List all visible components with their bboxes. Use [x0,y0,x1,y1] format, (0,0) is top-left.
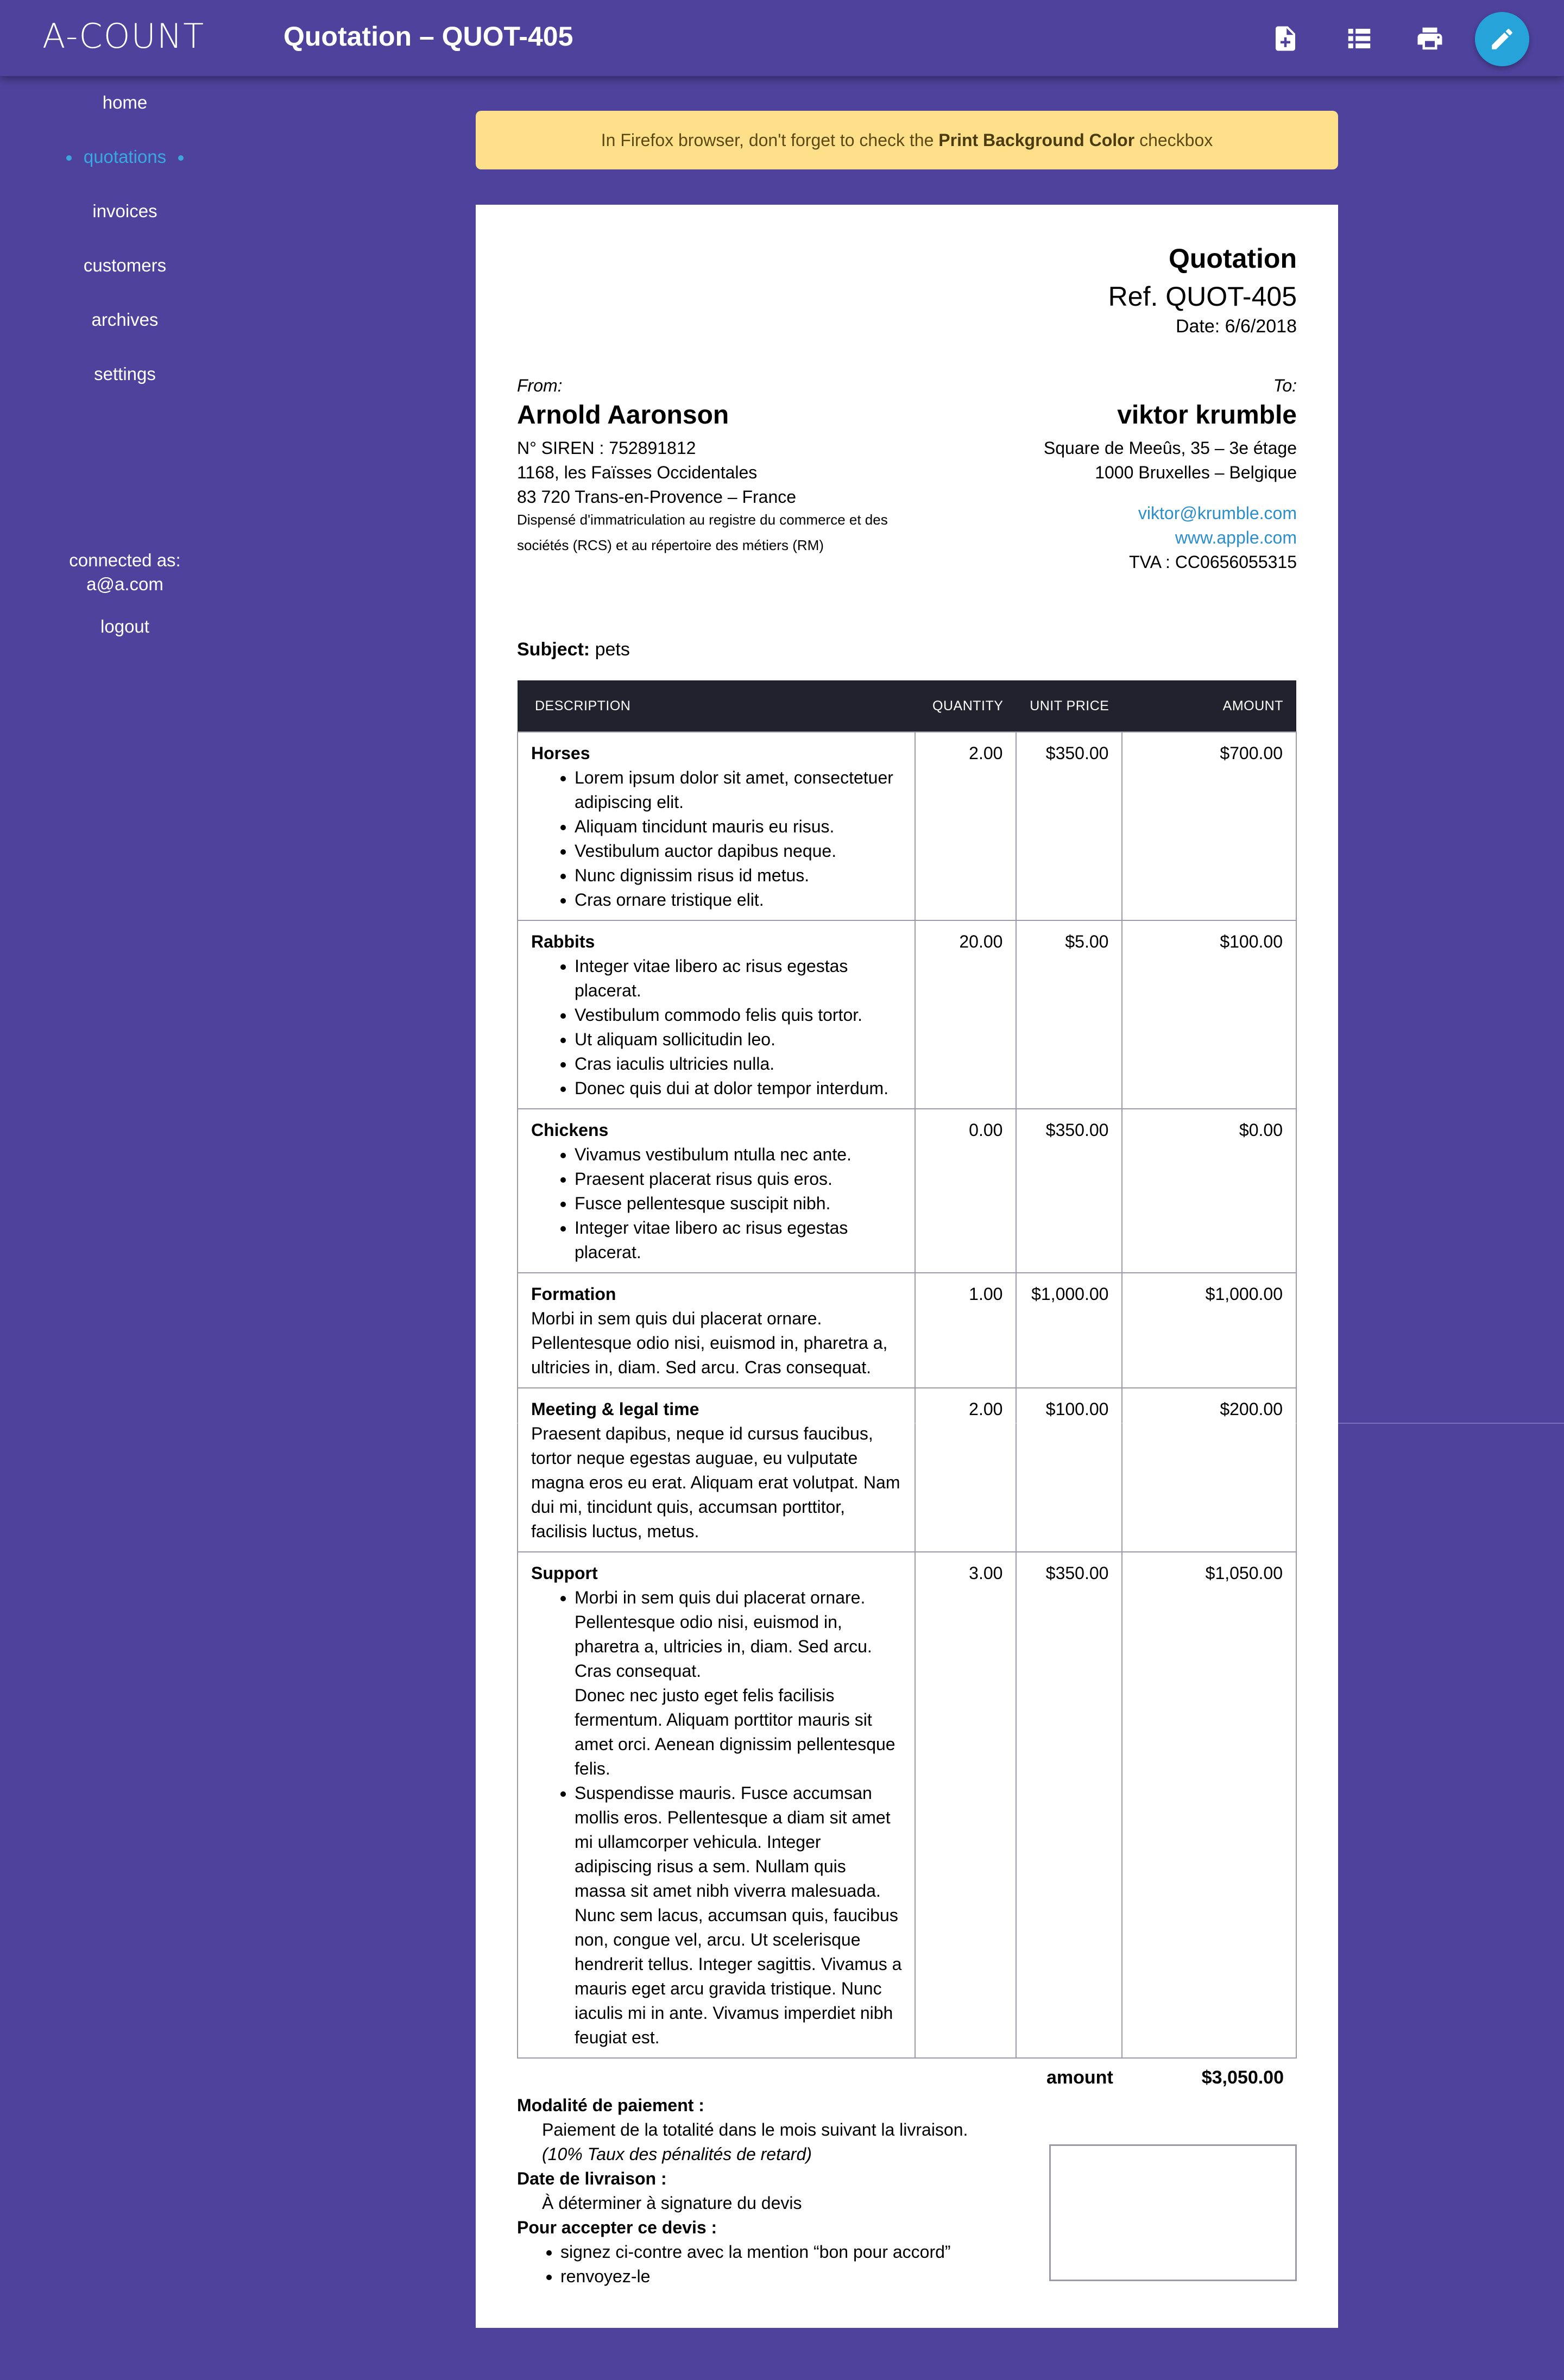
subject-label: Subject: [517,639,590,660]
item-unit-price: $5.00 [1016,920,1122,1109]
item-unit-price: $350.00 [1016,732,1122,920]
from-address-1: 1168, les Faïsses Occidentales [517,463,758,482]
to-vat: TVA : CC0656055315 [1129,552,1297,572]
from-address-2: 83 720 Trans-en-Provence – France [517,487,797,507]
to-website-link[interactable]: www.apple.com [1175,528,1297,547]
item-description [518,732,915,920]
item-name: Rabbits [531,932,595,951]
print-icon[interactable] [1415,24,1445,53]
table-row [518,1552,1296,2058]
edit-button[interactable] [1475,12,1529,66]
total-label: amount [1046,2067,1113,2088]
item-unit-price: $1,000.00 [1016,1273,1122,1388]
accept-label: Pour accepter ce devis : [517,2218,717,2237]
list-item: • Vestibulum auctor dapibus neque. [575,839,901,863]
item-name: Support [531,1563,598,1583]
to-label: To: [1273,376,1297,395]
quotation-date: Date: 6/6/2018 [1175,316,1297,337]
list-icon[interactable] [1345,24,1374,53]
item-text: Morbi in sem quis dui placerat ornare. Pellentesque odio nisi, euismod in, pharetra a, ultricies in, diam. Sed arcu. Cras consequat. [531,1309,888,1377]
payment-penalty: (10% Taux des pénalités de retard) [542,2144,812,2164]
item-unit-price: $350.00 [1016,1552,1122,2058]
header-unit-price: UNIT PRICE [1016,680,1122,732]
quotation-document [476,205,1338,2328]
payment-label: Modalité de paiement : [517,2095,704,2115]
item-name: Meeting & legal time [531,1399,699,1419]
from-siren: N° SIREN : 752891812 [517,438,696,458]
item-quantity: 2.00 [915,1388,1016,1552]
table-row [518,1109,1296,1273]
list-item: • Fusce pellentesque suscipit nibh. [575,1191,901,1216]
from-name: Arnold Aaronson [517,401,729,430]
item-quantity: 2.00 [915,732,1016,920]
list-item: • Suspendisse mauris. Fusce accumsan mollis eros. Pellentesque a diam sit amet mi ullamcorper vehicula. Integer adipiscing risus a sem. Nullam quis massa sit amet nibh viverra malesuada. Nunc sem lacus, accumsan quis, faucibus non, congue vel, arcu. Ut scelerisque hendrerit tellus. Integer sagittis. Vivamus a mauris eget arcu gravida tristique. Nunc iaculis mi in ante. Vivamus imperdiet nibh feugiat est. [575,1781,901,2050]
item-amount: $1,050.00 [1122,1552,1296,2058]
sidebar-item-quotations[interactable] [0,147,250,167]
table-row [518,1273,1296,1388]
brand-logo[interactable]: A-COUNT [42,16,205,56]
list-item: • renvoyez-le [560,2264,1017,2289]
items-table [517,680,1297,2059]
sidebar-item-customers[interactable]: customers [83,255,167,275]
page-fold-line [476,1423,1564,1424]
item-amount: $200.00 [1122,1388,1296,1552]
item-amount: $100.00 [1122,920,1296,1109]
subject-line [517,639,630,660]
sidebar-item-invoices[interactable]: invoices [92,201,157,221]
connected-user: a@a.com [86,574,163,594]
header-description: DESCRIPTION [518,680,915,732]
item-text: Praesent dapibus, neque id cursus faucibus, tortor neque egestas auguae, eu vulputate magna eros eu erat. Aliquam erat volutpat. Nam dui mi, tincidunt quis, accumsan porttitor, facilisis luctus, metus. [531,1424,900,1541]
sidebar-item-home[interactable]: home [102,92,148,112]
item-description [518,1273,915,1388]
item-description [518,1109,915,1273]
header-amount: AMOUNT [1122,680,1296,732]
list-item: • Cras ornare tristique elit. [575,888,901,912]
payment-terms [517,2093,1017,2289]
active-dot-right [178,155,184,161]
list-item: • Nunc dignissim risus id metus. [575,863,901,888]
item-bullets [531,1586,901,2050]
item-name: Chickens [531,1120,609,1140]
delivery-text: À déterminer à signature du devis [542,2193,802,2213]
item-name: Formation [531,1284,616,1304]
logout-link[interactable]: logout [100,616,149,636]
banner-text: In Firefox browser, don't forget to check the [601,130,939,150]
list-item: • Lorem ipsum dolor sit amet, consectetuer adipiscing elit. [575,766,901,815]
table-row [518,920,1296,1109]
item-quantity: 20.00 [915,920,1016,1109]
to-email-link[interactable]: viktor@krumble.com [1138,503,1297,523]
connected-as-label: connected as: [69,550,181,570]
new-document-icon[interactable] [1271,24,1300,53]
item-description [518,1552,915,2058]
list-item: • Integer vitae libero ac risus egestas placerat. [575,1216,901,1265]
page-title: Quotation – QUOT-405 [283,21,573,52]
quotation-heading: Quotation [1168,243,1297,274]
delivery-label: Date de livraison : [517,2169,667,2188]
firefox-print-banner [476,111,1338,169]
table-row [518,732,1296,920]
banner-text-end: checkbox [1134,130,1213,150]
header-quantity: QUANTITY [915,680,1016,732]
to-address-1: Square de Meeûs, 35 – 3e étage [1043,438,1297,458]
table-row [518,1388,1296,1552]
item-bullets [531,954,901,1101]
list-item: • Ut aliquam sollicitudin leo. [575,1027,901,1052]
sidebar-item-label: quotations [83,147,167,167]
item-amount: $1,000.00 [1122,1273,1296,1388]
subject-value: pets [595,639,630,660]
list-item: • Cras iaculis ultricies nulla. [575,1052,901,1076]
from-label: From: [517,376,563,395]
item-unit-price: $350.00 [1016,1109,1122,1273]
sidebar-item-settings[interactable]: settings [94,364,156,384]
list-item: • Morbi in sem quis dui placerat ornare. Pellentesque odio nisi, euismod in, pharetra a, ultricies in, diam. Sed arcu. Cras consequat. Donec nec justo eget felis facilisis fermentum. Aliquam porttitor mauris sit amet orci. Aenean dignissim pellentesque felis. [575,1586,901,1781]
total-value: $3,050.00 [1201,2067,1284,2088]
table-header-row [518,680,1296,732]
item-quantity: 3.00 [915,1552,1016,2058]
item-bullets [531,766,901,912]
list-item: • Integer vitae libero ac risus egestas placerat. [575,954,901,1003]
banner-bold-text: Print Background Color [938,130,1135,150]
edit-pencil-icon [1489,26,1516,53]
item-quantity: 0.00 [915,1109,1016,1273]
list-item: • Vestibulum commodo felis quis tortor. [575,1003,901,1027]
item-amount: $0.00 [1122,1109,1296,1273]
sidebar-item-archives[interactable]: archives [91,310,159,330]
to-name: viktor krumble [1117,401,1297,430]
list-item: • signez ci-contre avec la mention “bon pour accord” [560,2240,1017,2264]
active-dot-left [66,155,72,161]
item-amount: $700.00 [1122,732,1296,920]
item-name: Horses [531,743,590,763]
item-description [518,1388,915,1552]
payment-text: Paiement de la totalité dans le mois suivant la livraison. [542,2120,968,2139]
item-quantity: 1.00 [915,1273,1016,1388]
list-item: • Praesent placerat risus quis eros. [575,1167,901,1191]
from-note: Dispensé d'immatriculation au registre du commerce et des sociétés (RCS) et au répertoire des métiers (RM) [517,512,888,553]
item-unit-price: $100.00 [1016,1388,1122,1552]
top-bar [0,0,1564,76]
item-bullets [531,1142,901,1265]
quotation-ref: Ref. QUOT-405 [1108,281,1297,312]
item-description [518,920,915,1109]
list-item: • Vivamus vestibulum ntulla nec ante. [575,1142,901,1167]
list-item: • Donec quis dui at dolor tempor interdum. [575,1076,901,1101]
accept-list [517,2240,1017,2289]
signature-box [1049,2144,1297,2281]
list-item: • Aliquam tincidunt mauris eu risus. [575,815,901,839]
to-address-2: 1000 Bruxelles – Belgique [1095,463,1297,482]
